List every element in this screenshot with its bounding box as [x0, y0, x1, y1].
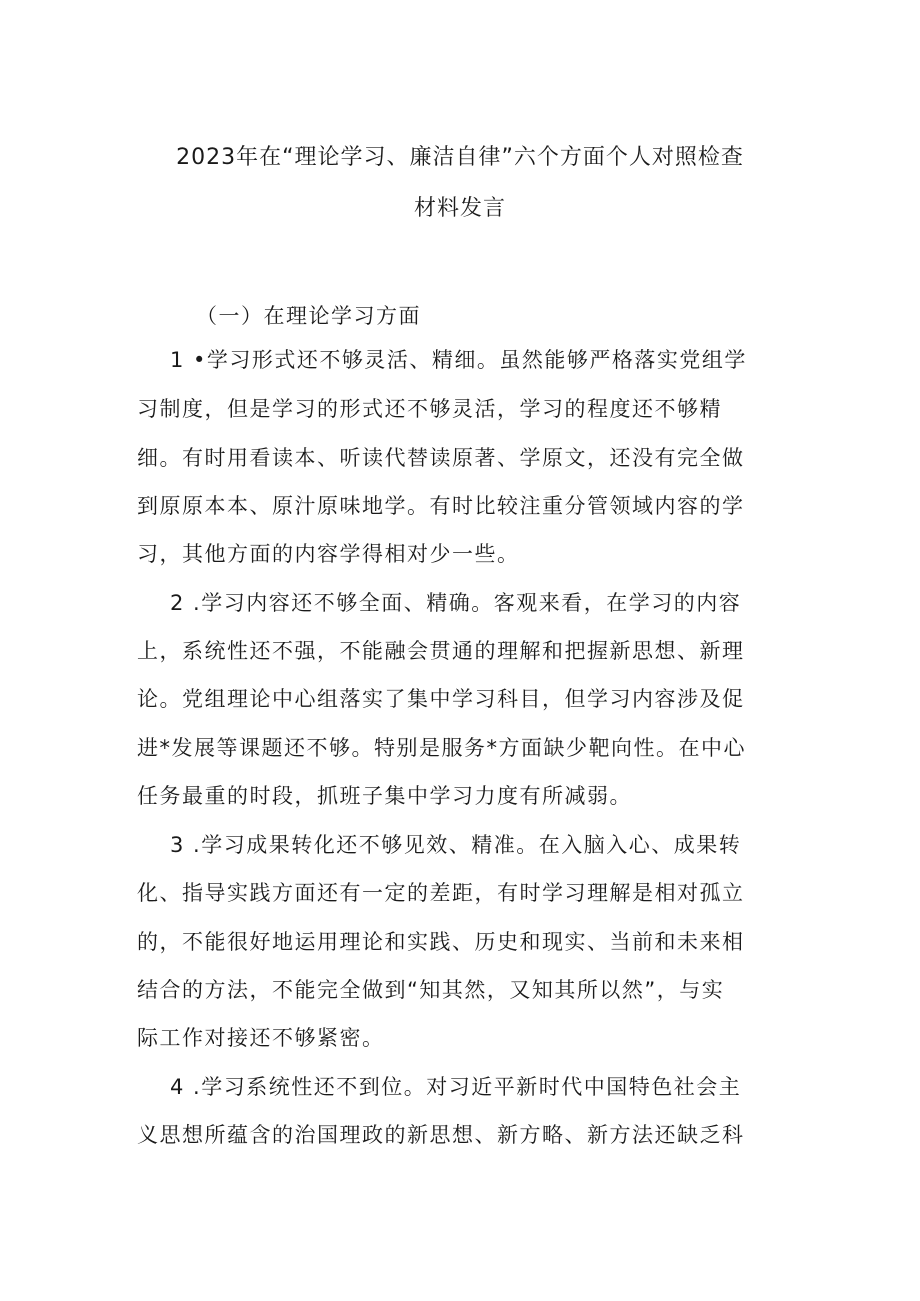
- paragraph-1-line: 细。有时用看读本、听读代替读原著、学原文，还没有完全做: [137, 446, 745, 470]
- paragraph-2-line: 上，系统性还不强，不能融会贯通的理解和把握新思想、新理: [137, 639, 745, 663]
- paragraph-3-line: 结合的方法，不能完全做到“知其然，又知其所以然”，与实: [137, 978, 725, 1002]
- paragraph-2-line: 进*发展等课题还不够。特别是服务*方面缺少靶向性。在中心: [137, 736, 746, 760]
- paragraph-1-line: 习，其他方面的内容学得相对少一些。: [137, 542, 520, 566]
- paragraph-3-line: 3 .学习成果转化还不够见效、精准。在入脑入心、成果转: [170, 833, 742, 857]
- paragraph-1-line: 到原原本本、原汁原味地学。有时比较注重分管领域内容的学: [137, 494, 745, 518]
- paragraph-4-line: 义思想所蕴含的治国理政的新思想、新方略、新方法还缺乏科: [137, 1123, 745, 1147]
- document-title-line-1: 2023年在“理论学习、廉洁自律”六个方面个人对照检查: [176, 145, 744, 170]
- section-heading: （一）在理论学习方面: [196, 304, 421, 328]
- paragraph-2-line: 任务最重的时段，抓班子集中学习力度有所减弱。: [137, 784, 632, 808]
- paragraph-1-line: 习制度，但是学习的形式还不够灵活，学习的程度还不够精: [137, 397, 722, 421]
- paragraph-3-line: 际工作对接还不够紧密。: [137, 1026, 385, 1050]
- paragraph-3-line: 化、指导实践方面还有一定的差距，有时学习理解是相对孤立: [137, 881, 745, 905]
- paragraph-2-line: 论。党组理论中心组落实了集中学习科目，但学习内容涉及促: [137, 687, 745, 711]
- paragraph-1-line: 1 •学习形式还不够灵活、精细。虽然能够严格落实党组学: [170, 348, 747, 372]
- paragraph-2-line: 2 .学习内容还不够全面、精确。客观来看，在学习的内容: [170, 591, 742, 615]
- document-title-line-2: 材料发言: [413, 196, 506, 221]
- paragraph-3-line: 的，不能很好地运用理论和实践、历史和现实、当前和未来相: [137, 930, 745, 954]
- paragraph-4-line: 4 .学习系统性还不到位。对习近平新时代中国特色社会主: [170, 1075, 742, 1099]
